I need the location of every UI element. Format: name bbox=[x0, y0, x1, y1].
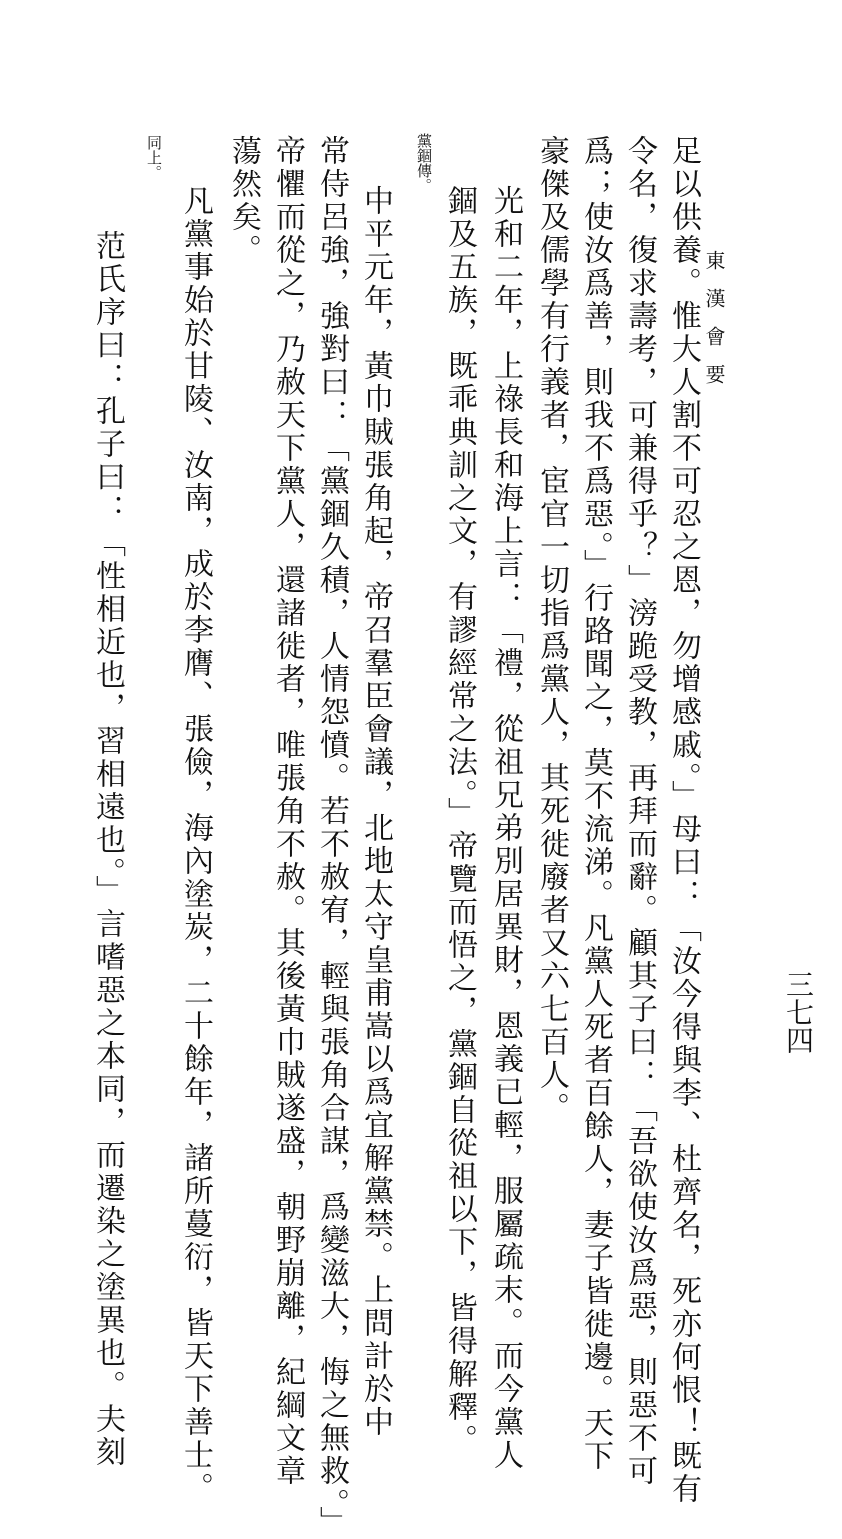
text-column-11: 凡黨事始於甘陵、汝南，成於李膺、張儉，海內塗炭，二十餘年，諸所蔓衍，皆天下善士。 bbox=[178, 185, 213, 1505]
text-column-7: 中平元年，黃巾賊張角起，帝召羣臣會議，北地太守皇甫嵩以爲宜解黨禁。上問計於中 bbox=[358, 185, 393, 1439]
text-column-3: 爲；使汝爲善，則我不爲惡。」行路聞之，莫不流涕。凡黨人死者百餘人，妻子皆徙邊。天下 bbox=[578, 135, 613, 1473]
page-number: 三七四 bbox=[782, 970, 815, 1054]
text-column-9: 帝懼而從之，乃赦天下黨人，還諸徙者，唯張角不赦。其後黃巾賊遂盛，朝野崩離，紀綱文章 bbox=[270, 135, 305, 1488]
text-column-2: 令名，復求壽考，可兼得乎？」滂跪受教，再拜而辭。顧其子曰：「吾欲使汝爲惡，則惡不可 bbox=[622, 135, 657, 1488]
text-column-12: 范氏序曰：孔子曰：「性相近也，習相遠也。」言嗜惡之本同，而遷染之塗異也。夫刻 bbox=[90, 230, 125, 1469]
source-note-column: 黨錮傳。 bbox=[415, 133, 433, 193]
text-column-6: 錮及五族，既乖典訓之文，有謬經常之法。」帝覽而悟之，黨錮自從祖以下，皆得解釋。 bbox=[442, 185, 477, 1457]
text-column-10: 蕩然矣。 bbox=[226, 135, 261, 267]
text-column-8: 常侍呂強，強對曰：「黨錮久積，人情怨憤。若不赦宥，輕與張角合謀，爲變滋大，悔之無救。」 bbox=[314, 135, 349, 1539]
text-column-4: 豪傑及儒學有行義者，宦官一切指爲黨人，其死徙廢者又六七百人。 bbox=[534, 135, 569, 1125]
running-head-book-title: 東漢會要 bbox=[702, 250, 726, 402]
text-column-1: 足以供養。惟大人割不可忍之恩，勿增感戚。」母曰：「汝今得與李、杜齊名，死亦何恨！既有 bbox=[666, 135, 701, 1506]
text-column-5: 光和二年，上祿長和海上言：「禮，從祖兄弟別居異財，恩義已輕，服屬疏末。而今黨人 bbox=[488, 185, 523, 1472]
source-note-column: 同上。 bbox=[145, 135, 163, 180]
